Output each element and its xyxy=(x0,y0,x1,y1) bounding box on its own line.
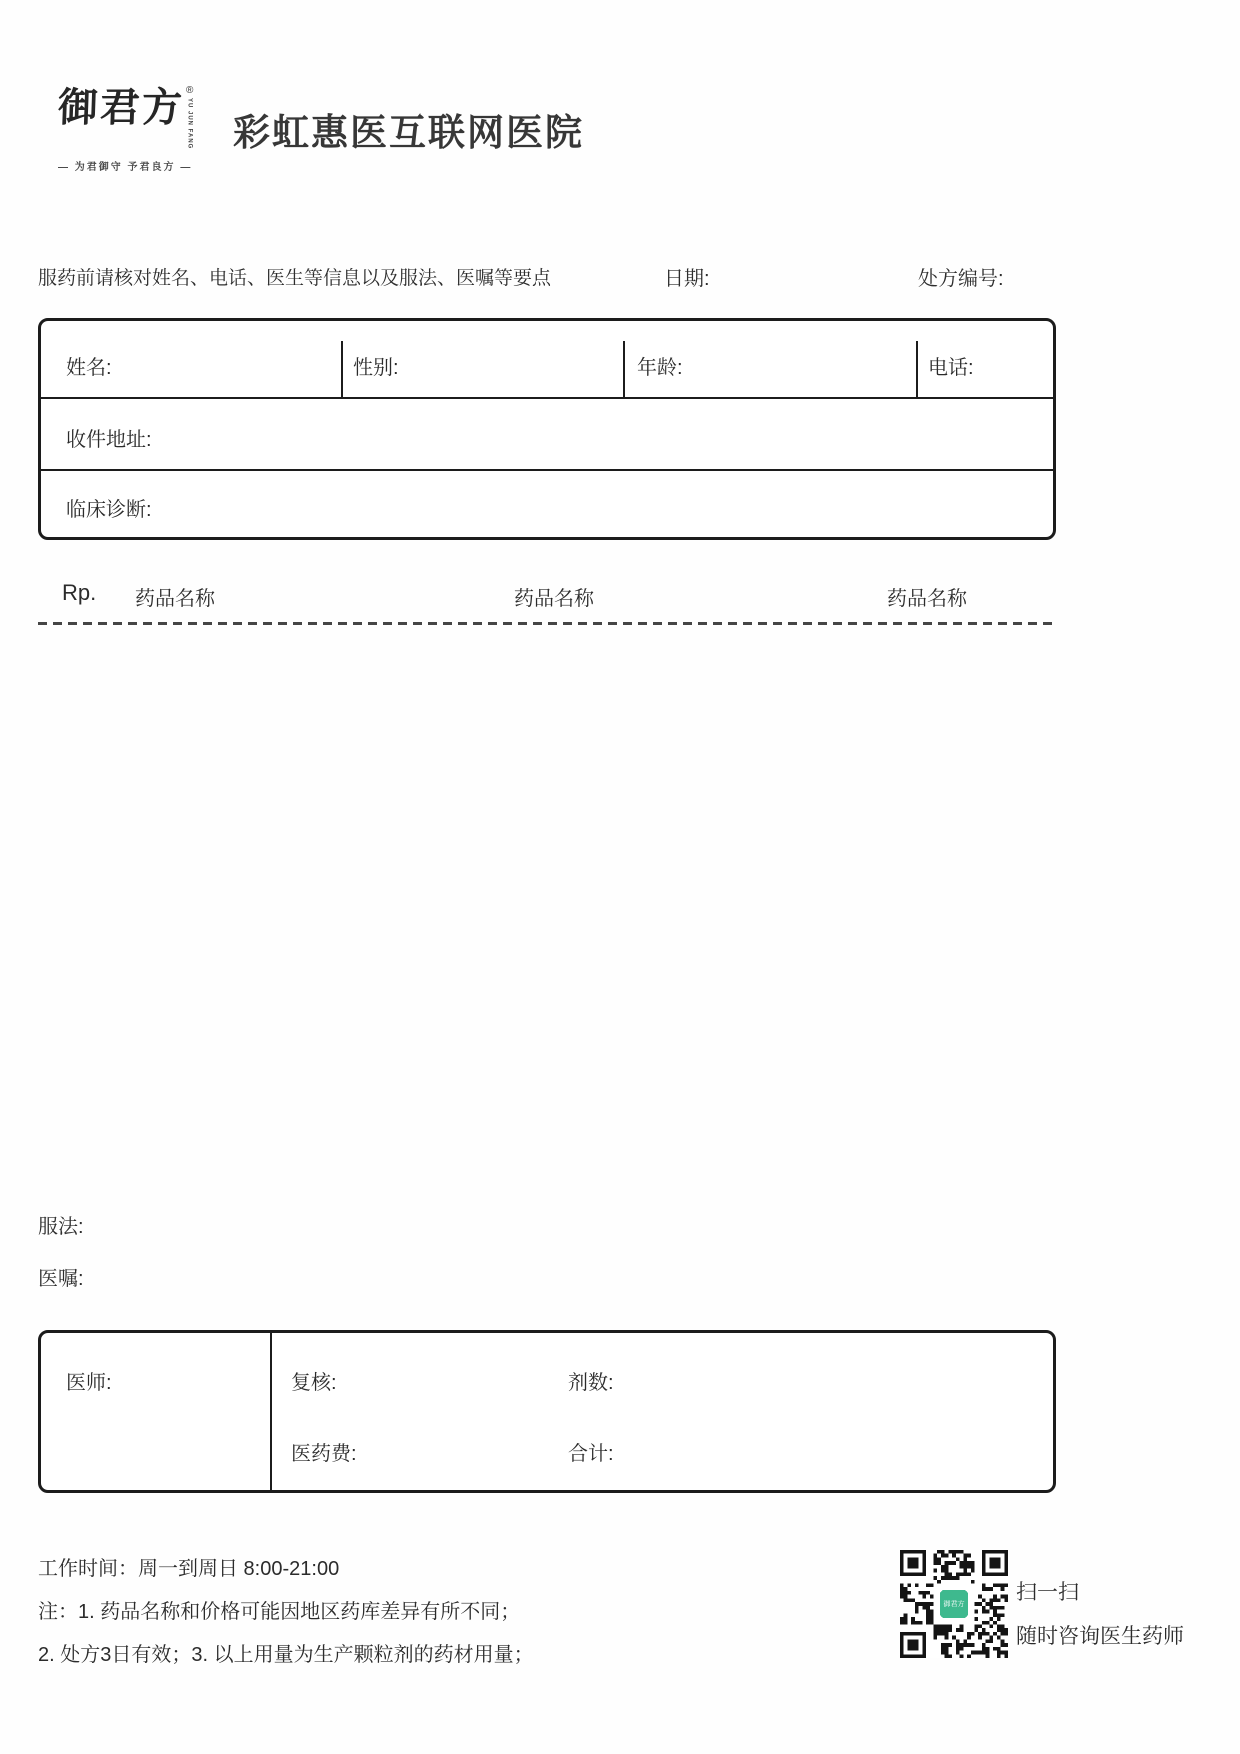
patient-row-diagnosis xyxy=(41,473,1053,537)
patient-row-address xyxy=(41,401,1053,471)
brand-logo-text: 御君方 xyxy=(57,84,185,131)
consult-caption: 随时咨询医生药师 xyxy=(1016,1625,1184,1648)
brand-slogan: — 为君御守 予君良方 — xyxy=(58,162,193,174)
brand-logo-pinyin: YU JUN FANG xyxy=(186,98,193,150)
verification-notice: 服药前请核对姓名、电话、医生等信息以及服法、医嘱等要点 xyxy=(38,268,552,289)
divider xyxy=(270,1333,272,1490)
age-label: 年龄: xyxy=(637,357,683,379)
dashed-separator xyxy=(38,622,1058,625)
drug-name-column-header: 药品名称 xyxy=(887,588,967,610)
divider xyxy=(623,341,625,397)
registered-trademark-icon: ® xyxy=(186,85,194,96)
name-label: 姓名: xyxy=(66,357,112,379)
advice-label: 医嘱: xyxy=(38,1268,84,1290)
prescription-number-label: 处方编号: xyxy=(918,268,1004,290)
rp-label: Rp. xyxy=(62,580,97,605)
brand-logo xyxy=(58,86,208,173)
qr-center-text: 御君方 xyxy=(943,1601,965,1609)
gender-label: 性别: xyxy=(353,357,399,379)
fee-label: 医药费: xyxy=(291,1443,357,1465)
total-label: 合计: xyxy=(568,1443,614,1465)
divider xyxy=(916,341,918,397)
diagnosis-label: 临床诊断: xyxy=(66,499,152,521)
note-line-2: 2. 处方3日有效；3. 以上用量为生产颗粒剂的药材用量； xyxy=(38,1644,534,1666)
doctor-label: 医师: xyxy=(66,1372,112,1394)
work-hours: 工作时间：周一到周日 8:00-21:00 xyxy=(38,1558,340,1580)
patient-row-basic xyxy=(41,321,1053,399)
date-label: 日期: xyxy=(664,268,710,290)
drug-name-column-header: 药品名称 xyxy=(514,588,594,610)
dose-count-label: 剂数: xyxy=(568,1372,614,1394)
scan-caption: 扫一扫 xyxy=(1016,1581,1079,1604)
divider xyxy=(341,341,343,397)
note-line-1: 注：1. 药品名称和价格可能因地区药库差异有所不同； xyxy=(38,1601,521,1623)
patient-info-box xyxy=(38,318,1056,540)
usage-label: 服法: xyxy=(38,1216,84,1238)
qr-code xyxy=(900,1550,1008,1658)
address-label: 收件地址: xyxy=(66,429,152,451)
qr-code-svg xyxy=(900,1550,1008,1658)
phone-label: 电话: xyxy=(928,357,974,379)
hospital-title: 彩虹惠医互联网医院 xyxy=(233,112,584,153)
signature-fee-box xyxy=(38,1330,1056,1493)
reviewer-label: 复核: xyxy=(291,1372,337,1394)
drug-name-column-header: 药品名称 xyxy=(135,588,215,610)
qr-center-logo xyxy=(937,1587,971,1621)
